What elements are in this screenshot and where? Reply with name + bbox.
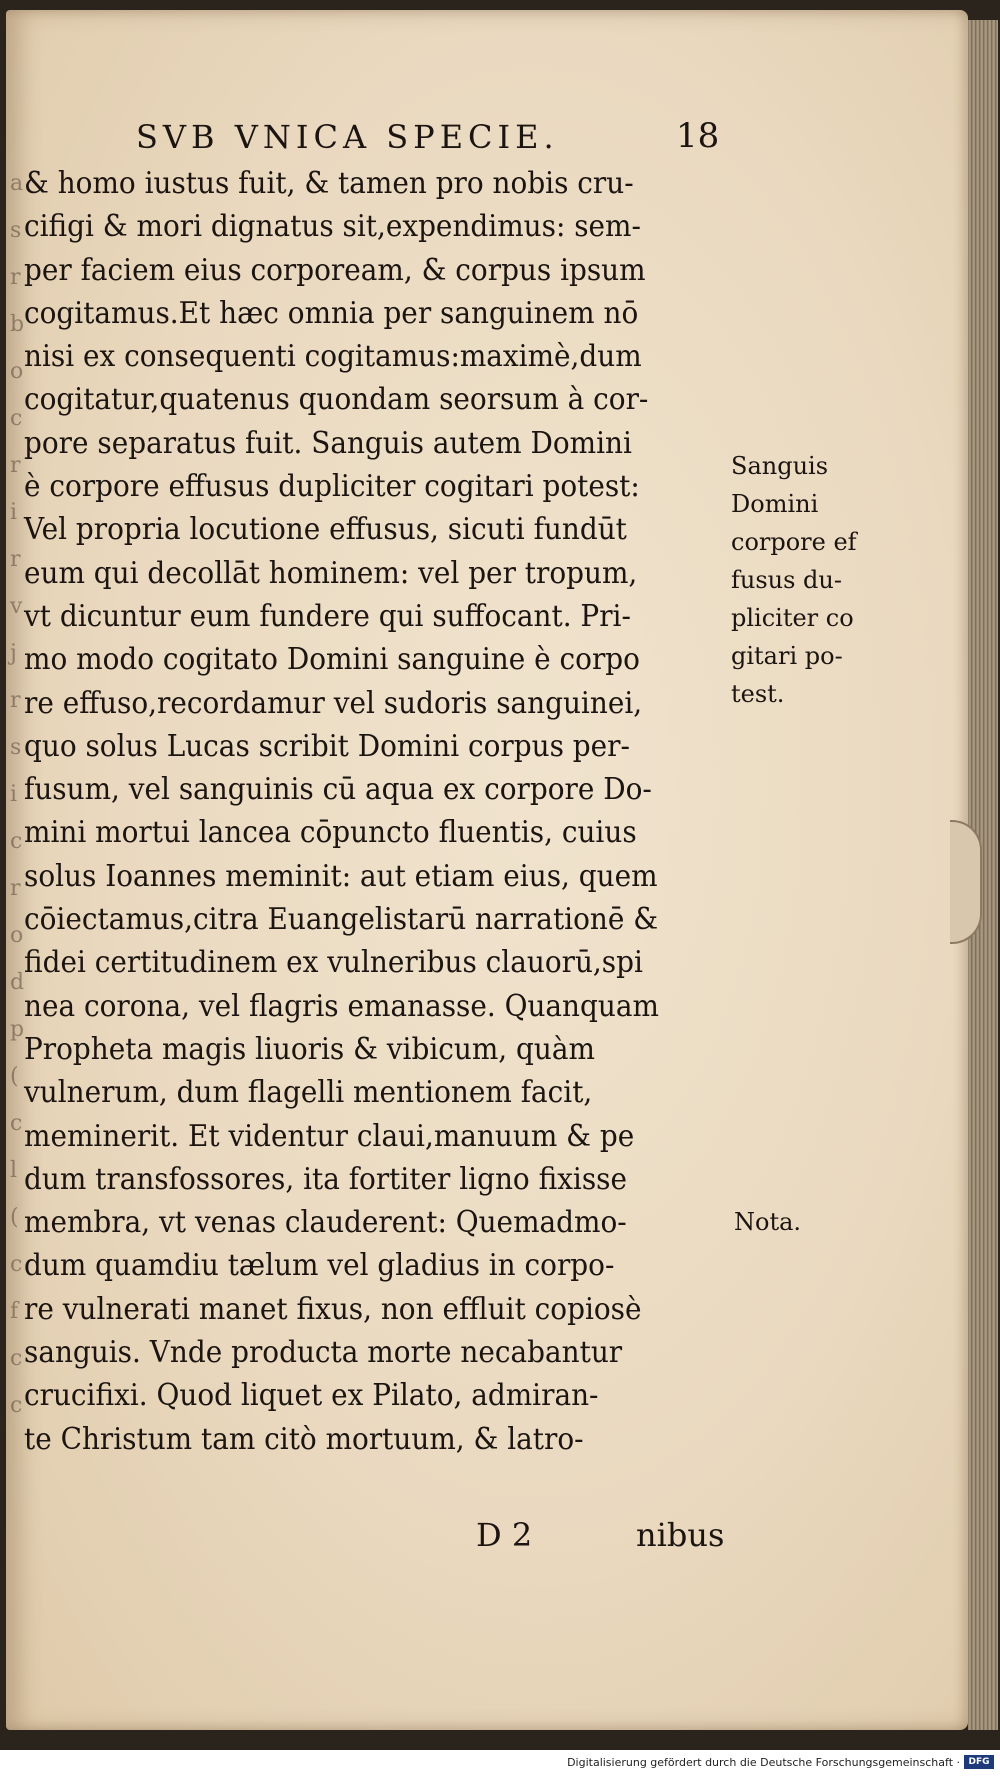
text-line: & homo iustus fuit, & tamen pro nobis cru- (24, 166, 634, 201)
bleed-mark: c (10, 1346, 23, 1371)
text-line: membra, vt venas clauderent: Quemadmo- (24, 1205, 627, 1241)
bleed-mark: f (10, 1299, 19, 1324)
text-line: Propheta magis liuoris & vibicum, quàm (24, 1031, 595, 1067)
margin-note-line: Sanguis (731, 452, 829, 480)
page-header (136, 118, 736, 164)
bleed-mark: o (10, 923, 24, 948)
text-line: solus Ioannes meminit: aut etiam eius, quem (24, 858, 658, 894)
text-line: cōiectamus,citra Euangelistarū narrationē & (24, 902, 659, 938)
signature-catchword-row (6, 1516, 766, 1560)
running-title: SVB VNICA SPECIE. (136, 118, 559, 156)
margin-nota: Nota. (734, 1208, 802, 1236)
catchword: nibus (636, 1516, 725, 1554)
margin-note-line: gitari po- (731, 642, 843, 670)
bleed-mark: c (10, 1111, 23, 1136)
bleed-mark: l (10, 1158, 18, 1183)
margin-note-line: Domini (731, 490, 819, 518)
bleed-mark: d (10, 970, 25, 995)
text-line: nea corona, vel flagris emanasse. Quanquam (24, 988, 659, 1024)
text-line: fidei certitudinem ex vulneribus clauorū,spi (24, 945, 643, 981)
text-line: dum transfossores, ita fortiter ligno fixisse (24, 1161, 628, 1197)
bleed-mark: c (10, 1393, 23, 1418)
bleed-mark: r (10, 265, 21, 290)
bleed-mark: i (10, 500, 18, 525)
text-line: quo solus Lucas scribit Domini corpus per- (24, 728, 630, 764)
text-line: nisi ex consequenti cogitamus:maximè,dum (24, 339, 642, 375)
text-line: pore separatus fuit. Sanguis autem Domini (24, 425, 632, 461)
bleed-mark: r (10, 876, 21, 901)
bleed-mark: ( (10, 1064, 19, 1089)
body-text (24, 162, 729, 1461)
text-line: crucifixi. Quod liquet ex Pilato, admiran- (24, 1378, 599, 1414)
book-page (6, 10, 968, 1730)
bleed-mark: r (10, 547, 21, 572)
bleed-mark: ( (10, 1205, 19, 1230)
bleed-mark: c (10, 1252, 23, 1277)
text-line: cogitatur,quatenus quondam seorsum à cor- (24, 382, 649, 418)
margin-note-line: pliciter co (731, 604, 854, 632)
text-line: meminerit. Et videntur claui,manuum & pe (24, 1118, 635, 1154)
bleed-mark: c (10, 829, 23, 854)
credit-text: Digitalisierung gefördert durch die Deutsche Forschungsgemeinschaft · (567, 1756, 960, 1769)
text-line: dum quamdiu tælum vel gladius in corpo- (24, 1248, 615, 1284)
bleed-mark: s (10, 735, 22, 760)
bleed-mark: o (10, 359, 24, 384)
text-line: per faciem eius corpoream, & corpus ipsum (24, 252, 646, 288)
text-line: eum qui decollāt hominem: vel per tropum, (24, 555, 638, 591)
text-line: Vel propria locutione effusus, sicuti fundūt (24, 512, 627, 548)
text-line: mini mortui lancea cōpuncto fluentis, cuius (24, 815, 637, 851)
margin-note-line: fusus du- (731, 566, 842, 594)
bleed-mark: b (10, 312, 25, 337)
text-line: mo modo cogitato Domini sanguine è corpo (24, 642, 640, 678)
dfg-logo-icon: DFG (964, 1755, 994, 1769)
text-line: sanguis. Vnde producta morte necabantur (24, 1335, 623, 1371)
text-line: è corpore effusus dupliciter cogitari potest: (24, 469, 640, 505)
text-line: vt dicuntur eum fundere qui suffocant. Pri- (24, 598, 631, 634)
bleed-mark: p (10, 1017, 25, 1042)
text-line: vulnerum, dum flagelli mentionem facit, (24, 1075, 593, 1111)
credit-bar (0, 1750, 1000, 1777)
margin-note (731, 447, 921, 713)
text-line: re vulnerati manet fixus, non effluit copiosè (24, 1291, 642, 1327)
bleed-mark: r (10, 453, 21, 478)
facing-page-bleed (10, 160, 25, 1460)
folio-number: 18 (676, 116, 720, 156)
book-clasp (950, 820, 982, 944)
bleed-mark: r (10, 688, 21, 713)
text-line: re effuso,recordamur vel sudoris sanguinei, (24, 685, 643, 721)
text-line: cogitamus.Et hæc omnia per sanguinem nō (24, 295, 639, 331)
bleed-mark: j (10, 641, 17, 666)
text-line: fusum, vel sanguinis cū aqua ex corpore Do- (24, 772, 652, 808)
margin-note-line: test. (731, 680, 785, 708)
bleed-mark: a (10, 171, 24, 196)
signature-mark: D 2 (476, 1516, 533, 1554)
margin-note-line: corpore ef (731, 528, 857, 556)
bleed-mark: s (10, 218, 22, 243)
bleed-mark: i (10, 782, 18, 807)
text-line: te Christum tam citò mortuum, & latro- (24, 1421, 584, 1457)
bleed-mark: c (10, 406, 23, 431)
bleed-mark: v (10, 594, 23, 619)
text-line: cifigi & mori dignatus sit,expendimus: sem- (24, 209, 641, 245)
